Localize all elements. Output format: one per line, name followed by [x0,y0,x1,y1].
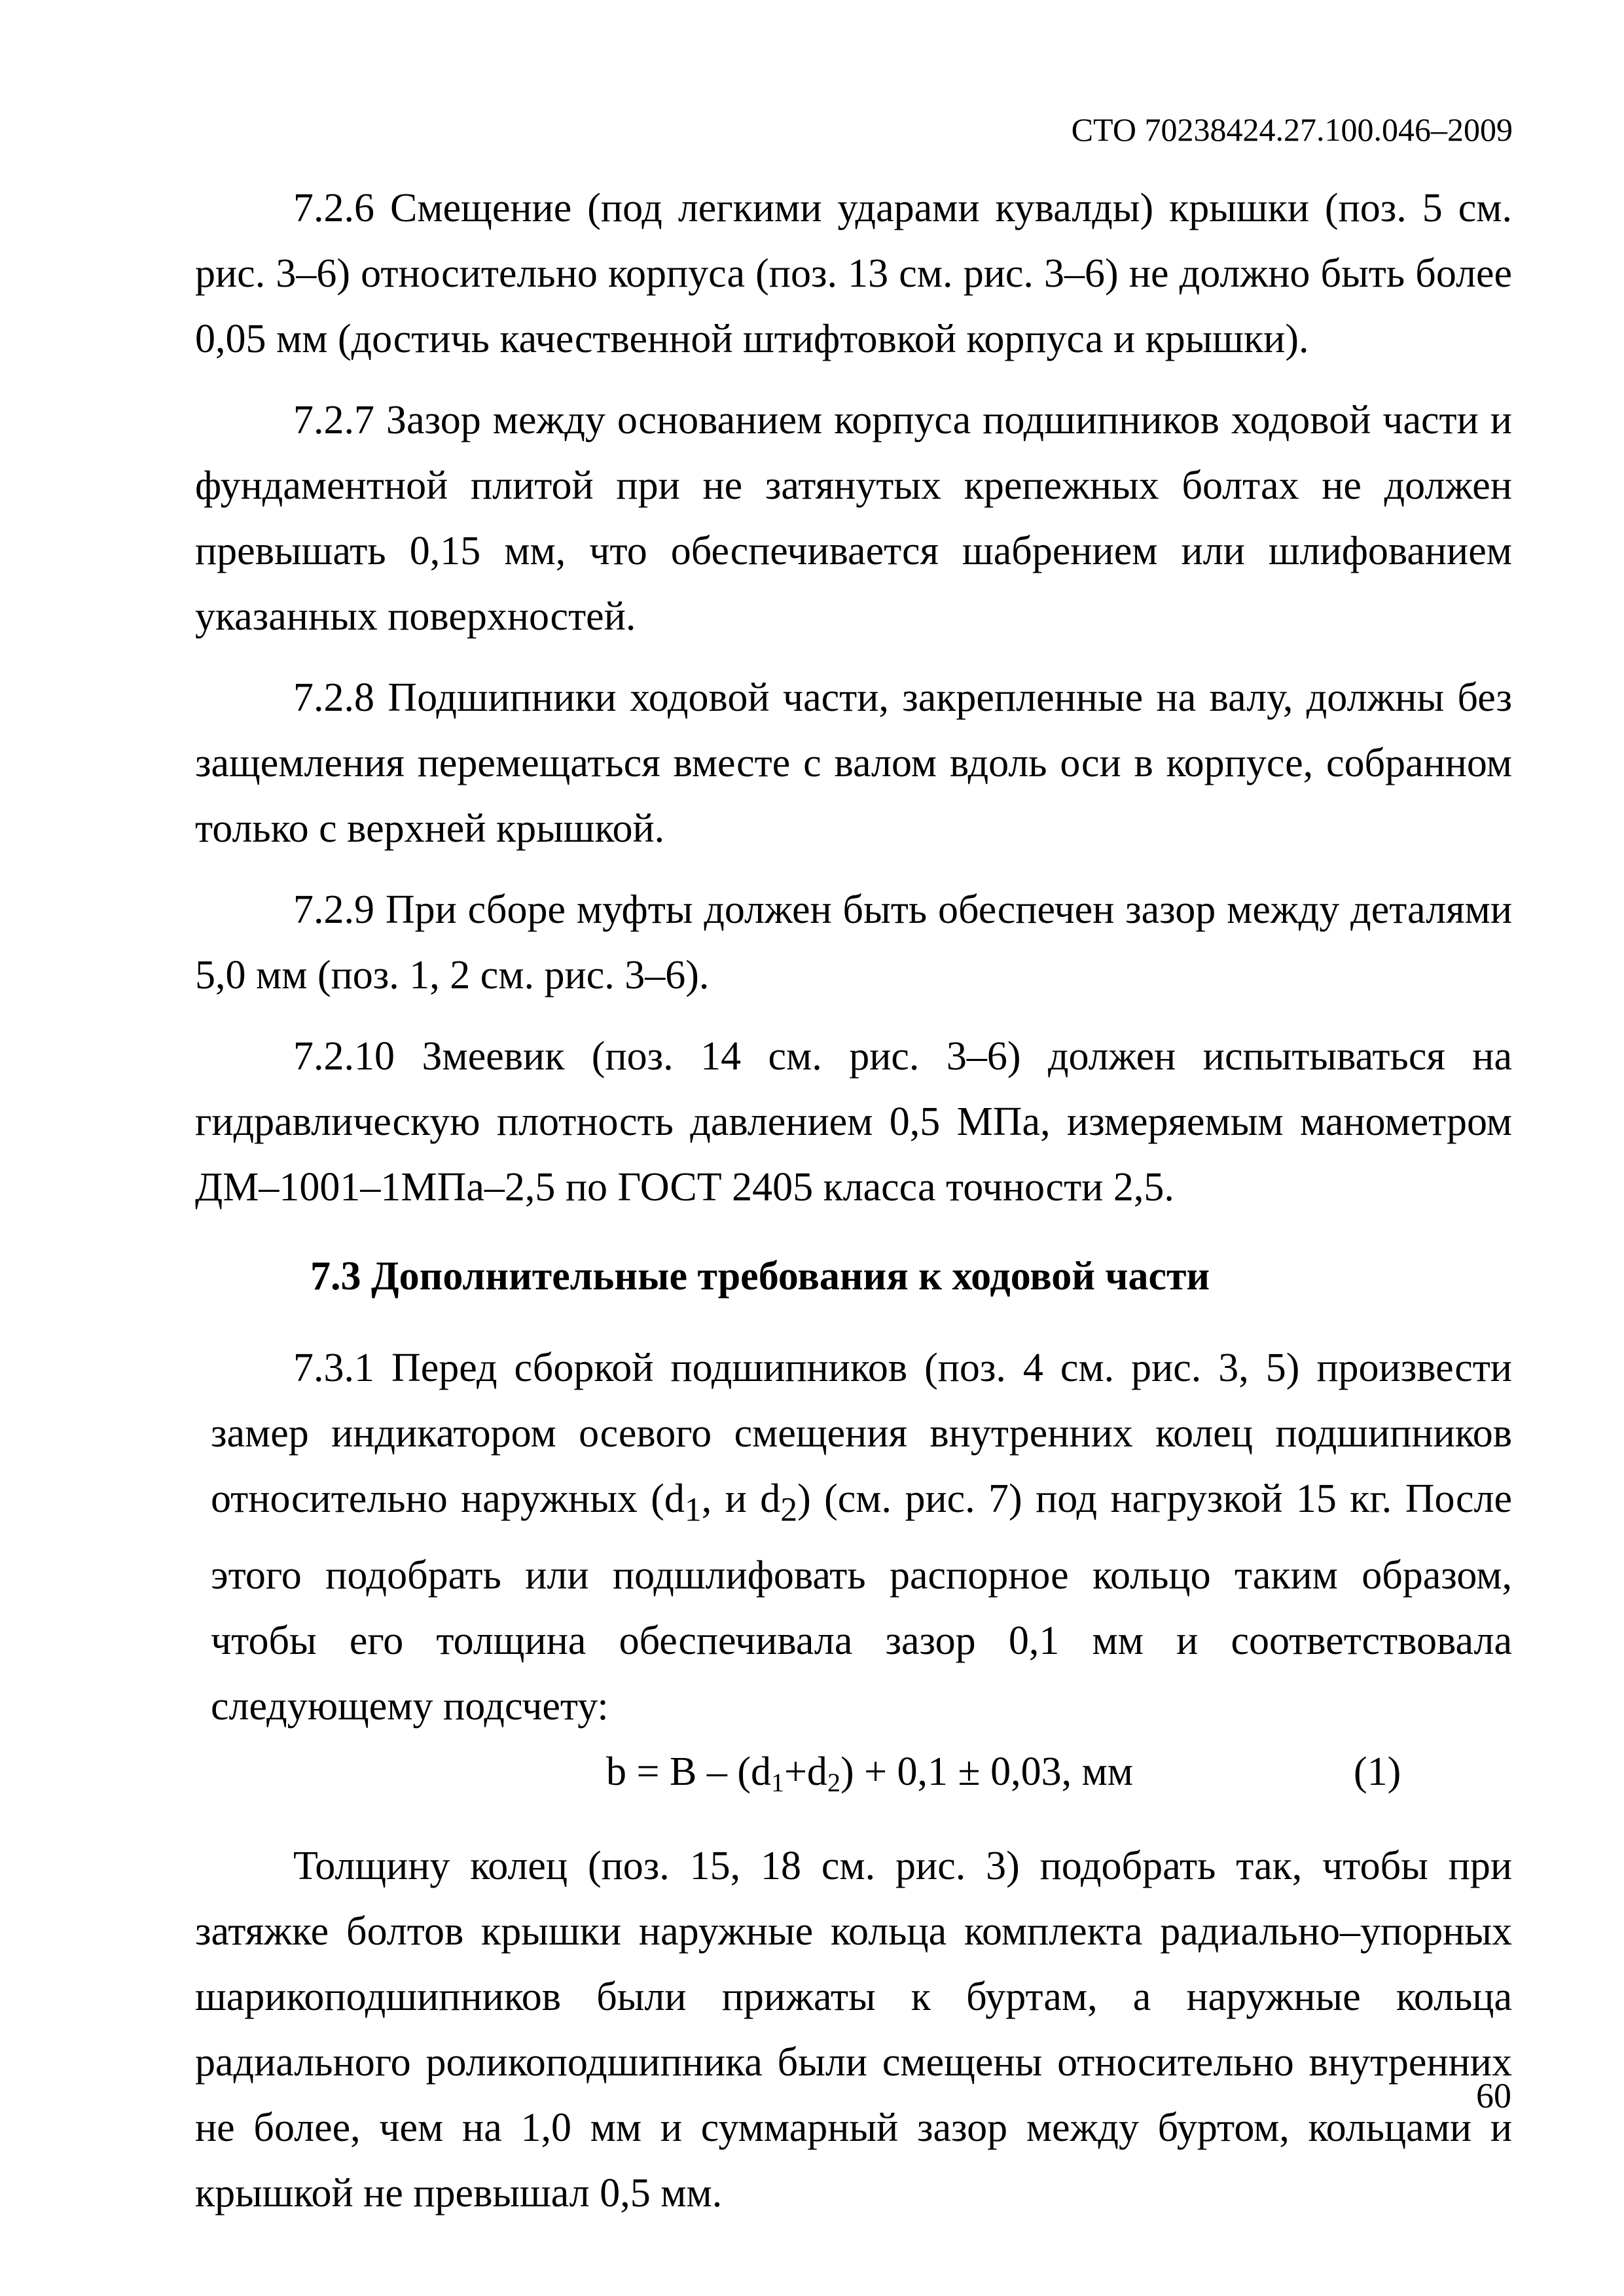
subscript: 2 [780,1491,798,1529]
formula-text: b = B – (d [606,1749,771,1795]
paragraph-7-3-1-text: ) (см. рис. 7) под нагрузкой 15 кг. После этого подобрать или подшлифовать распорное кольцо таким образом, чтобы его толщина обеспечивала зазор 0,1 мм и соответствовала следующему подсчету: [211,1477,1512,1729]
paragraph-7-3-1 [211,1335,1512,1739]
formula [606,1739,1133,1804]
page-content [195,175,1512,2242]
formula-number: (1) [1354,1749,1401,1795]
paragraph-ring-thickness: Толщину колец (поз. 15, 18 см. рис. 3) подобрать так, чтобы при затяжке болтов крышки наружные кольца комплекта радиально–упорных шарикоподшипников были прижаты к буртам, а наружные кольца радиального роликоподшипника были смещены относительно внутренних не более, чем на 1,0 мм и суммарный зазор между буртом, кольцами и крышкой не превышал 0,5 мм. [195,1844,1512,2216]
paragraph-7-2-8: 7.2.8 Подшипники ходовой части, закрепленные на валу, должны без защемления перемещаться вместе с валом вдоль оси в корпусе, собранном только с верхней крышкой. [195,675,1512,851]
paragraph-7-2-6: 7.2.6 Смещение (под легкими ударами кувалды) крышки (поз. 5 см. рис. 3–6) относительно корпуса (поз. 13 см. рис. 3–6) не должно быть более 0,05 мм (достичь качественной штифтовкой корпуса и крышки). [195,186,1512,361]
formula-text: +d [784,1749,827,1795]
subscript: 2 [827,1768,840,1798]
subscript: 1 [684,1491,702,1529]
page-number: 60 [1476,2076,1511,2115]
section-heading-7-3: 7.3 Дополнительные требования к ходовой части [310,1254,1210,1299]
formula-row [195,1739,1512,1804]
paragraph-7-3-1-text: , и d [701,1477,781,1521]
document-code-header: СТО 70238424.27.100.046–2009 [1071,111,1513,148]
paragraph-7-2-9: 7.2.9 При сборе муфты должен быть обеспечен зазор между деталями 5,0 мм (поз. 1, 2 см. рис. 3–6). [195,888,1512,997]
formula-text: ) + 0,1 ± 0,03, мм [840,1749,1134,1795]
subscript: 1 [770,1768,784,1798]
paragraph-7-3-1-text: 7.3.1 Перед сборкой подшипников (поз. 4 см. рис. 3, 5) произвести замер индикатором осевого смещения внутренних колец подшипников относительно наружных (d [211,1346,1512,1521]
paragraph-7-2-10: 7.2.10 Змеевик (поз. 14 см. рис. 3–6) должен испытываться на гидравлическую плотность давлением 0,5 МПа, измеряемым манометром ДМ–1001–1МПа–2,5 по ГОСТ 2405 класса точности 2,5. [195,1034,1512,1210]
paragraph-7-2-7: 7.2.7 Зазор между основанием корпуса подшипников ходовой части и фундаментной плитой при не затянутых крепежных болтах не должен превышать 0,15 мм, что обеспечивается шабрением или шлифованием указанных поверхностей. [195,398,1512,639]
